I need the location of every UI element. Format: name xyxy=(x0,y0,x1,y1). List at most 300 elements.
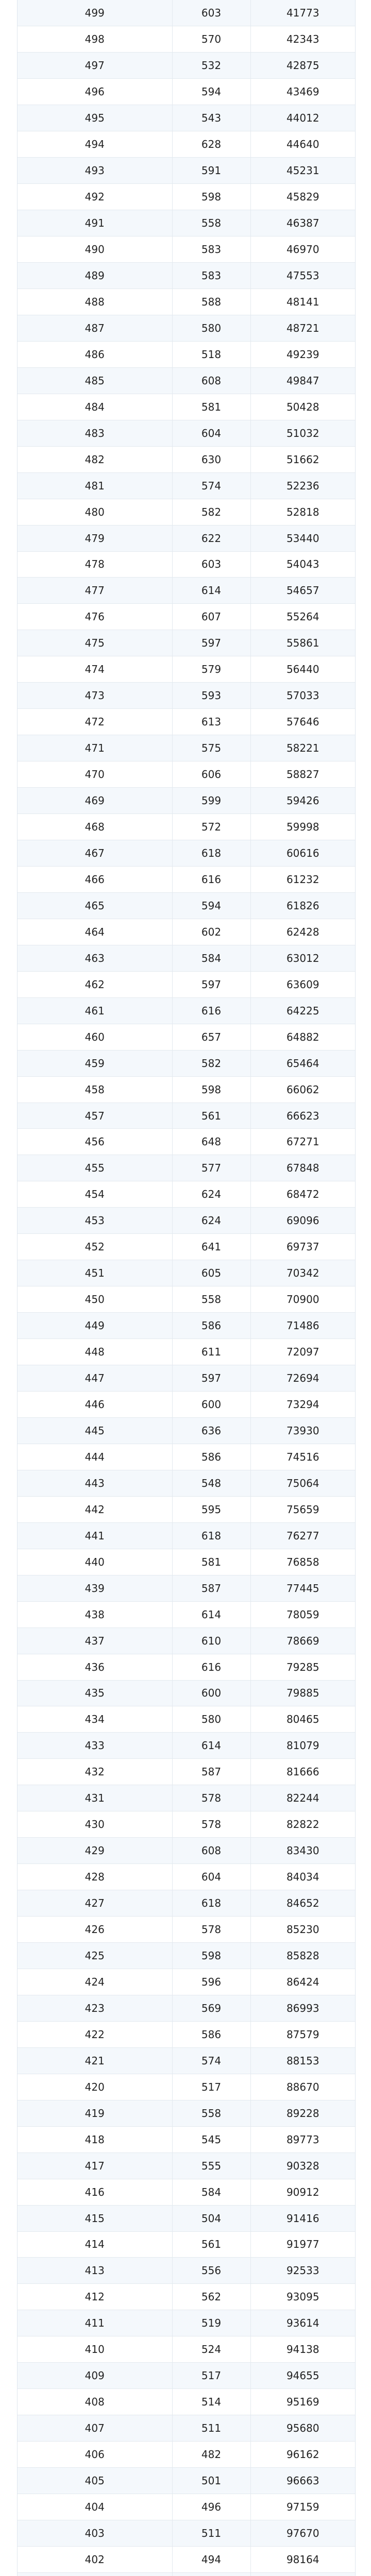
cumulative-cell: 78669 xyxy=(250,1628,355,1654)
cumulative-cell: 48141 xyxy=(250,289,355,315)
cumulative-cell: 93614 xyxy=(250,2310,355,2336)
score-cell: 410 xyxy=(18,2336,172,2363)
count-cell: 657 xyxy=(172,1024,250,1050)
table-row xyxy=(18,2520,355,2547)
table-row xyxy=(18,1024,355,1050)
count-cell: 628 xyxy=(172,131,250,158)
table-row xyxy=(18,1995,355,2021)
cumulative-cell: 94655 xyxy=(250,2363,355,2389)
score-cell: 462 xyxy=(18,971,172,997)
cumulative-cell: 98164 xyxy=(250,2546,355,2572)
table-row xyxy=(18,2074,355,2100)
table-row xyxy=(18,472,355,499)
cumulative-cell: 88153 xyxy=(250,2047,355,2074)
table-row xyxy=(18,1654,355,1680)
cumulative-cell: 73294 xyxy=(250,1392,355,1418)
cumulative-cell: 86424 xyxy=(250,1969,355,1995)
count-cell: 583 xyxy=(172,263,250,289)
table-row xyxy=(18,2258,355,2284)
cumulative-cell: 56440 xyxy=(250,656,355,683)
count-cell: 578 xyxy=(172,1785,250,1811)
cumulative-cell: 89228 xyxy=(250,2100,355,2126)
count-cell: 630 xyxy=(172,446,250,472)
score-cell: 453 xyxy=(18,1208,172,1234)
score-cell: 417 xyxy=(18,2153,172,2179)
score-cell: 489 xyxy=(18,263,172,289)
count-cell: 597 xyxy=(172,630,250,656)
count-cell: 574 xyxy=(172,2047,250,2074)
cumulative-cell: 43469 xyxy=(250,79,355,105)
cumulative-cell: 69737 xyxy=(250,1234,355,1260)
score-cell: 485 xyxy=(18,367,172,394)
cumulative-cell xyxy=(250,2572,355,2576)
score-cell xyxy=(18,2572,172,2576)
count-cell xyxy=(172,2572,250,2576)
table-row xyxy=(18,1103,355,1129)
count-cell: 614 xyxy=(172,1733,250,1759)
count-cell: 504 xyxy=(172,2205,250,2231)
table-row xyxy=(18,2021,355,2047)
count-cell: 597 xyxy=(172,971,250,997)
cumulative-cell: 84652 xyxy=(250,1890,355,1917)
cumulative-cell: 68472 xyxy=(250,1181,355,1208)
score-cell: 492 xyxy=(18,184,172,210)
count-cell: 558 xyxy=(172,2100,250,2126)
score-cell: 483 xyxy=(18,420,172,446)
count-cell: 562 xyxy=(172,2284,250,2310)
count-cell: 600 xyxy=(172,1680,250,1706)
count-cell: 496 xyxy=(172,2494,250,2520)
score-cell: 437 xyxy=(18,1628,172,1654)
score-cell: 457 xyxy=(18,1103,172,1129)
cumulative-cell: 49239 xyxy=(250,341,355,367)
table-row xyxy=(18,814,355,840)
cumulative-cell: 86993 xyxy=(250,1995,355,2021)
cumulative-cell: 63609 xyxy=(250,971,355,997)
table-row xyxy=(18,840,355,867)
table-row xyxy=(18,2442,355,2468)
score-cell: 418 xyxy=(18,2126,172,2153)
count-cell: 596 xyxy=(172,1969,250,1995)
count-cell: 586 xyxy=(172,1444,250,1470)
score-cell: 409 xyxy=(18,2363,172,2389)
count-cell: 482 xyxy=(172,2442,250,2468)
cumulative-cell: 73930 xyxy=(250,1417,355,1444)
cumulative-cell: 97670 xyxy=(250,2520,355,2547)
score-cell: 420 xyxy=(18,2074,172,2100)
count-cell: 578 xyxy=(172,1917,250,1943)
cumulative-cell: 67848 xyxy=(250,1155,355,1181)
score-cell: 434 xyxy=(18,1706,172,1733)
score-cell: 440 xyxy=(18,1549,172,1575)
table-row xyxy=(18,2205,355,2231)
score-table-container xyxy=(17,0,356,2576)
cumulative-cell: 75064 xyxy=(250,1470,355,1496)
score-cell: 496 xyxy=(18,79,172,105)
score-cell: 443 xyxy=(18,1470,172,1496)
count-cell: 577 xyxy=(172,1155,250,1181)
score-cell: 455 xyxy=(18,1155,172,1181)
count-cell: 606 xyxy=(172,761,250,788)
cumulative-cell: 51032 xyxy=(250,420,355,446)
cumulative-cell: 95169 xyxy=(250,2389,355,2415)
score-cell: 493 xyxy=(18,158,172,184)
cumulative-cell: 66623 xyxy=(250,1103,355,1129)
score-cell: 481 xyxy=(18,472,172,499)
score-cell: 494 xyxy=(18,131,172,158)
count-cell: 597 xyxy=(172,1365,250,1392)
count-cell: 501 xyxy=(172,2468,250,2494)
table-row xyxy=(18,551,355,578)
score-cell: 414 xyxy=(18,2231,172,2258)
table-row xyxy=(18,2546,355,2572)
score-cell: 448 xyxy=(18,1339,172,1365)
table-row xyxy=(18,1234,355,1260)
count-cell: 648 xyxy=(172,1129,250,1155)
cumulative-cell: 64882 xyxy=(250,1024,355,1050)
table-row xyxy=(18,919,355,945)
cumulative-cell: 90912 xyxy=(250,2179,355,2205)
table-row xyxy=(18,2572,355,2576)
table-row xyxy=(18,1286,355,1313)
cumulative-cell: 87579 xyxy=(250,2021,355,2047)
score-cell: 458 xyxy=(18,1076,172,1103)
table-row xyxy=(18,2494,355,2520)
table-row xyxy=(18,1392,355,1418)
table-row xyxy=(18,2415,355,2442)
score-cell: 467 xyxy=(18,840,172,867)
score-cell: 477 xyxy=(18,578,172,604)
table-row xyxy=(18,1365,355,1392)
score-cell: 471 xyxy=(18,735,172,761)
count-cell: 604 xyxy=(172,1864,250,1890)
table-row xyxy=(18,105,355,131)
cumulative-cell: 89773 xyxy=(250,2126,355,2153)
count-cell: 624 xyxy=(172,1208,250,1234)
count-cell: 584 xyxy=(172,945,250,971)
score-cell: 465 xyxy=(18,892,172,919)
count-cell: 556 xyxy=(172,2258,250,2284)
table-row xyxy=(18,578,355,604)
count-cell: 604 xyxy=(172,420,250,446)
table-row xyxy=(18,2468,355,2494)
table-row xyxy=(18,1470,355,1496)
score-cell: 406 xyxy=(18,2442,172,2468)
score-cell: 459 xyxy=(18,1050,172,1076)
table-row xyxy=(18,1943,355,1969)
table-row xyxy=(18,866,355,892)
count-cell: 605 xyxy=(172,1260,250,1286)
table-row xyxy=(18,26,355,53)
count-cell: 598 xyxy=(172,1076,250,1103)
count-cell: 593 xyxy=(172,683,250,709)
cumulative-cell: 94138 xyxy=(250,2336,355,2363)
cumulative-cell: 85230 xyxy=(250,1917,355,1943)
count-cell: 545 xyxy=(172,2126,250,2153)
table-row xyxy=(18,709,355,735)
score-cell: 416 xyxy=(18,2179,172,2205)
score-cell: 452 xyxy=(18,1234,172,1260)
table-row xyxy=(18,1444,355,1470)
table-row xyxy=(18,1076,355,1103)
cumulative-cell: 63012 xyxy=(250,945,355,971)
count-cell: 616 xyxy=(172,997,250,1024)
table-row xyxy=(18,2389,355,2415)
cumulative-cell: 48721 xyxy=(250,315,355,341)
count-cell: 575 xyxy=(172,735,250,761)
count-cell: 572 xyxy=(172,814,250,840)
score-cell: 484 xyxy=(18,394,172,420)
score-cell: 472 xyxy=(18,709,172,735)
score-cell: 447 xyxy=(18,1365,172,1392)
score-cell: 411 xyxy=(18,2310,172,2336)
cumulative-cell: 57646 xyxy=(250,709,355,735)
count-cell: 543 xyxy=(172,105,250,131)
score-cell: 490 xyxy=(18,236,172,263)
count-cell: 588 xyxy=(172,289,250,315)
score-table xyxy=(18,0,355,2576)
score-cell: 469 xyxy=(18,788,172,814)
cumulative-cell: 90328 xyxy=(250,2153,355,2179)
count-cell: 616 xyxy=(172,1654,250,1680)
table-row xyxy=(18,1496,355,1522)
cumulative-cell: 81079 xyxy=(250,1733,355,1759)
count-cell: 518 xyxy=(172,341,250,367)
score-cell: 480 xyxy=(18,499,172,525)
count-cell: 603 xyxy=(172,551,250,578)
score-cell: 439 xyxy=(18,1575,172,1601)
score-cell: 404 xyxy=(18,2494,172,2520)
cumulative-cell: 75659 xyxy=(250,1496,355,1522)
table-row xyxy=(18,971,355,997)
score-cell: 451 xyxy=(18,1260,172,1286)
table-row xyxy=(18,1549,355,1575)
table-row xyxy=(18,1181,355,1208)
count-cell: 614 xyxy=(172,578,250,604)
cumulative-cell: 66062 xyxy=(250,1076,355,1103)
table-row xyxy=(18,997,355,1024)
cumulative-cell: 78059 xyxy=(250,1601,355,1628)
cumulative-cell: 76277 xyxy=(250,1522,355,1549)
count-cell: 591 xyxy=(172,158,250,184)
cumulative-cell: 46387 xyxy=(250,210,355,236)
cumulative-cell: 62428 xyxy=(250,919,355,945)
table-row xyxy=(18,2100,355,2126)
score-cell: 405 xyxy=(18,2468,172,2494)
score-cell: 464 xyxy=(18,919,172,945)
count-cell: 613 xyxy=(172,709,250,735)
score-cell: 479 xyxy=(18,525,172,551)
score-cell: 407 xyxy=(18,2415,172,2442)
cumulative-cell: 42343 xyxy=(250,26,355,53)
count-cell: 579 xyxy=(172,656,250,683)
cumulative-cell: 91977 xyxy=(250,2231,355,2258)
cumulative-cell: 54043 xyxy=(250,551,355,578)
cumulative-cell: 47553 xyxy=(250,263,355,289)
table-row xyxy=(18,131,355,158)
score-cell: 438 xyxy=(18,1601,172,1628)
cumulative-cell: 92533 xyxy=(250,2258,355,2284)
score-cell: 430 xyxy=(18,1811,172,1838)
count-cell: 511 xyxy=(172,2415,250,2442)
cumulative-cell: 95680 xyxy=(250,2415,355,2442)
table-row xyxy=(18,1628,355,1654)
cumulative-cell: 45231 xyxy=(250,158,355,184)
cumulative-cell: 69096 xyxy=(250,1208,355,1234)
count-cell: 580 xyxy=(172,315,250,341)
score-cell: 422 xyxy=(18,2021,172,2047)
cumulative-cell: 52236 xyxy=(250,472,355,499)
table-row xyxy=(18,1155,355,1181)
score-cell: 423 xyxy=(18,1995,172,2021)
count-cell: 494 xyxy=(172,2546,250,2572)
count-cell: 558 xyxy=(172,1286,250,1313)
cumulative-cell: 93095 xyxy=(250,2284,355,2310)
table-row xyxy=(18,289,355,315)
table-row xyxy=(18,53,355,79)
score-cell: 427 xyxy=(18,1890,172,1917)
score-cell: 415 xyxy=(18,2205,172,2231)
cumulative-cell: 44640 xyxy=(250,131,355,158)
count-cell: 602 xyxy=(172,919,250,945)
table-row xyxy=(18,446,355,472)
score-cell: 449 xyxy=(18,1313,172,1339)
table-row xyxy=(18,1208,355,1234)
score-cell: 428 xyxy=(18,1864,172,1890)
score-cell: 425 xyxy=(18,1943,172,1969)
cumulative-cell: 54657 xyxy=(250,578,355,604)
table-row xyxy=(18,656,355,683)
table-row xyxy=(18,2153,355,2179)
score-cell: 433 xyxy=(18,1733,172,1759)
cumulative-cell: 85828 xyxy=(250,1943,355,1969)
count-cell: 582 xyxy=(172,499,250,525)
table-row xyxy=(18,499,355,525)
table-row xyxy=(18,1339,355,1365)
table-row xyxy=(18,1811,355,1838)
score-cell: 426 xyxy=(18,1917,172,1943)
count-cell: 608 xyxy=(172,367,250,394)
count-cell: 514 xyxy=(172,2389,250,2415)
count-cell: 584 xyxy=(172,2179,250,2205)
table-row xyxy=(18,2310,355,2336)
count-cell: 614 xyxy=(172,1601,250,1628)
score-cell: 456 xyxy=(18,1129,172,1155)
table-row xyxy=(18,367,355,394)
cumulative-cell: 79285 xyxy=(250,1654,355,1680)
count-cell: 583 xyxy=(172,236,250,263)
cumulative-cell: 53440 xyxy=(250,525,355,551)
table-row xyxy=(18,2284,355,2310)
score-cell: 486 xyxy=(18,341,172,367)
table-row xyxy=(18,2363,355,2389)
cumulative-cell: 76858 xyxy=(250,1549,355,1575)
count-cell: 517 xyxy=(172,2074,250,2100)
score-cell: 466 xyxy=(18,866,172,892)
table-row xyxy=(18,1838,355,1864)
table-row xyxy=(18,1706,355,1733)
count-cell: 519 xyxy=(172,2310,250,2336)
cumulative-cell: 77445 xyxy=(250,1575,355,1601)
cumulative-cell: 71486 xyxy=(250,1313,355,1339)
score-cell: 446 xyxy=(18,1392,172,1418)
cumulative-cell: 59998 xyxy=(250,814,355,840)
table-row xyxy=(18,1785,355,1811)
count-cell: 581 xyxy=(172,1549,250,1575)
score-cell: 460 xyxy=(18,1024,172,1050)
table-row xyxy=(18,1917,355,1943)
count-cell: 595 xyxy=(172,1496,250,1522)
cumulative-cell: 58221 xyxy=(250,735,355,761)
count-cell: 561 xyxy=(172,1103,250,1129)
cumulative-cell: 41773 xyxy=(250,0,355,26)
score-cell: 408 xyxy=(18,2389,172,2415)
count-cell: 594 xyxy=(172,79,250,105)
count-cell: 587 xyxy=(172,1759,250,1785)
table-row xyxy=(18,184,355,210)
count-cell: 599 xyxy=(172,788,250,814)
table-row xyxy=(18,263,355,289)
cumulative-cell: 67271 xyxy=(250,1129,355,1155)
score-cell: 413 xyxy=(18,2258,172,2284)
cumulative-cell: 52818 xyxy=(250,499,355,525)
table-row xyxy=(18,1575,355,1601)
table-row xyxy=(18,1313,355,1339)
table-row xyxy=(18,1129,355,1155)
table-row xyxy=(18,1522,355,1549)
score-cell: 442 xyxy=(18,1496,172,1522)
cumulative-cell: 82822 xyxy=(250,1811,355,1838)
table-row xyxy=(18,892,355,919)
table-row xyxy=(18,420,355,446)
count-cell: 618 xyxy=(172,1890,250,1917)
score-cell: 450 xyxy=(18,1286,172,1313)
score-cell: 431 xyxy=(18,1785,172,1811)
table-row xyxy=(18,2336,355,2363)
table-row xyxy=(18,1680,355,1706)
table-row xyxy=(18,236,355,263)
count-cell: 603 xyxy=(172,0,250,26)
score-cell: 497 xyxy=(18,53,172,79)
table-row xyxy=(18,2231,355,2258)
score-cell: 435 xyxy=(18,1680,172,1706)
cumulative-cell: 70342 xyxy=(250,1260,355,1286)
cumulative-cell: 97159 xyxy=(250,2494,355,2520)
cumulative-cell: 49847 xyxy=(250,367,355,394)
cumulative-cell: 64225 xyxy=(250,997,355,1024)
table-row xyxy=(18,1969,355,1995)
score-cell: 470 xyxy=(18,761,172,788)
count-cell: 616 xyxy=(172,866,250,892)
table-row xyxy=(18,945,355,971)
cumulative-cell: 55861 xyxy=(250,630,355,656)
table-row xyxy=(18,394,355,420)
score-cell: 463 xyxy=(18,945,172,971)
table-row xyxy=(18,788,355,814)
count-cell: 582 xyxy=(172,1050,250,1076)
count-cell: 555 xyxy=(172,2153,250,2179)
cumulative-cell: 65464 xyxy=(250,1050,355,1076)
score-cell: 475 xyxy=(18,630,172,656)
table-row xyxy=(18,1601,355,1628)
cumulative-cell: 50428 xyxy=(250,394,355,420)
cumulative-cell: 59426 xyxy=(250,788,355,814)
cumulative-cell: 57033 xyxy=(250,683,355,709)
table-row xyxy=(18,2179,355,2205)
score-cell: 444 xyxy=(18,1444,172,1470)
score-cell: 421 xyxy=(18,2047,172,2074)
count-cell: 587 xyxy=(172,1575,250,1601)
